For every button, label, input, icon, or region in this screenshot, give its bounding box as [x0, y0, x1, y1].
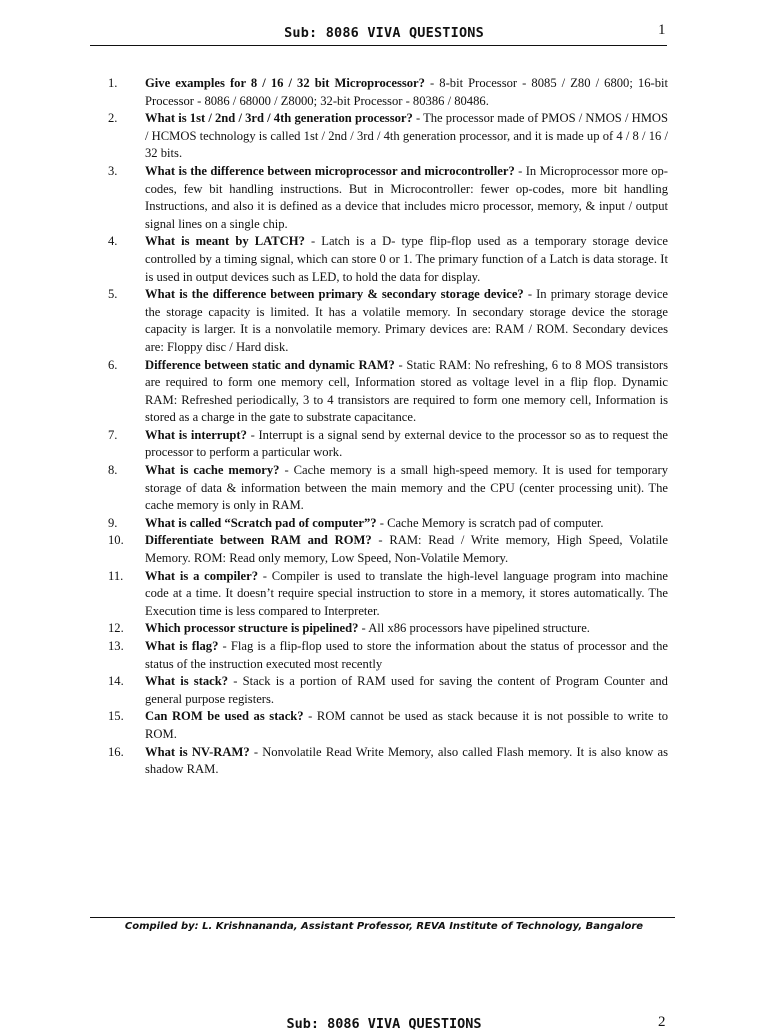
question-item: [108, 673, 668, 708]
question-body: [145, 745, 668, 777]
question-number: 13.: [108, 639, 124, 653]
question-text: Can ROM be used as stack?: [145, 709, 304, 724]
answer-text: - 8-bit Processor - 8085 / Z80 / 6800; 16-bit Processor - 8086 / 68000 / Z8000; 32-bit Processor - 80386 / 80486.: [145, 76, 668, 108]
question-item: [108, 427, 668, 462]
question-text: What is cache memory?: [145, 463, 280, 478]
question-number: 2.: [108, 111, 118, 126]
question-text: What is meant by LATCH?: [145, 234, 305, 249]
question-text: What is flag?: [145, 639, 219, 653]
question-number: 15.: [108, 709, 124, 724]
question-item: [108, 532, 668, 567]
question-text: What is NV-RAM?: [145, 744, 250, 759]
question-number: 1.: [108, 76, 118, 90]
question-body: [145, 621, 590, 635]
question-text: What is a compiler?: [145, 568, 259, 583]
question-body: [145, 358, 668, 425]
answer-text: - Compiler is used to translate the high-level language program into machine code at a time. It doesn’t require special instruction to store in a memory, it stores automatically. The Execution time is less compared to Interpreter.: [145, 568, 668, 618]
question-body: [145, 709, 668, 741]
question-item: [108, 286, 668, 356]
answer-text: - Latch is a D- type flip-flop used as a temporary storage device controlled by a timing signal, which can store 0 or 1. The primary function of a Latch is data storage. It is used in output devices such as LED, to hold the data for display.: [145, 234, 668, 284]
footer-credit: Compiled by: L. Krishnananda, Assistant Professor, REVA Institute of Technology, Bangalore: [124, 921, 644, 932]
question-item: [108, 568, 668, 621]
question-text: Difference between static and dynamic RAM?: [145, 357, 395, 372]
answer-text: - Cache memory is a small high-speed memory. It is used for temporary storage of data & information between the main memory and the CPU (center processing unit). The cache memory is only in RAM.: [145, 463, 668, 513]
question-text: What is interrupt?: [145, 427, 247, 442]
question-number: 8.: [108, 463, 118, 478]
question-body: [145, 76, 668, 108]
answer-text: - ROM cannot be used as stack because it is not possible to write to ROM.: [145, 709, 668, 741]
question-item: [108, 638, 668, 673]
question-body: [145, 516, 604, 530]
question-body: [145, 533, 668, 565]
question-body: [145, 428, 668, 460]
question-item: [108, 744, 668, 779]
question-number: 5.: [108, 287, 118, 302]
question-item: [108, 462, 668, 515]
answer-text: - Flag is a flip-flop used to store the information about the status of processor and the status of the instruction executed most recently: [145, 639, 669, 671]
question-item: [108, 233, 668, 286]
question-item: [108, 515, 668, 533]
question-text: Which processor structure is pipelined?: [145, 621, 359, 636]
question-text: What is stack?: [145, 674, 229, 689]
question-item: [108, 620, 668, 638]
question-body: [145, 287, 668, 354]
answer-text: - The processor made of PMOS / NMOS / HMOS / HCMOS technology is called 1st / 2nd / 3rd / 4th generation processor, and it is made up of 4 / 8 / 16 / 32 bits.: [145, 111, 668, 161]
question-body: [145, 674, 668, 706]
question-item: [108, 110, 668, 163]
question-text: What is 1st / 2nd / 3rd / 4th generation processor?: [145, 111, 413, 126]
page-header-title: Sub: 8086 VIVA QUESTIONS: [284, 25, 484, 41]
next-page-header-title: Sub: 8086 VIVA QUESTIONS: [286, 1016, 482, 1032]
question-body: [145, 111, 668, 160]
header-divider: [90, 45, 667, 46]
question-number: 9.: [108, 515, 118, 530]
question-number: 3.: [108, 163, 118, 178]
footer-divider: [90, 917, 675, 918]
answer-text: - Stack is a portion of RAM used for saving the content of Program Counter and general purpose registers.: [145, 674, 668, 706]
question-number: 7.: [108, 427, 118, 442]
question-body: [145, 164, 668, 231]
question-text: Give examples for 8 / 16 / 32 bit Microprocessor?: [145, 76, 425, 90]
question-number: 10.: [108, 533, 124, 548]
answer-text: - Static RAM: No refreshing, 6 to 8 MOS transistors are required to form one memory cell, Information stored as voltage level in a flip flop. Dynamic RAM: Refreshed periodically, 3 to 4 transistors are required to form one memory cell, Information is stored as a charge in the gate to substrate capacitance.: [145, 357, 668, 425]
answer-text: - All x86 processors have pipelined structure.: [358, 621, 590, 636]
page-number: 1: [658, 22, 666, 38]
question-body: [145, 463, 668, 512]
next-page-number: 2: [658, 1014, 666, 1030]
question-item: [108, 357, 668, 427]
answer-text: - Cache Memory is scratch pad of computer.: [376, 515, 604, 530]
answer-text: - Interrupt is a signal send by external device to the processor so as to request the processor to perform a particular work.: [145, 427, 669, 460]
question-text: Differentiate between RAM and ROM?: [145, 533, 372, 548]
question-body: [145, 639, 668, 671]
answer-text: - Nonvolatile Read Write Memory, also called Flash memory. It is also know as shadow RAM.: [145, 744, 668, 777]
answer-text: - In primary storage device the storage capacity is limited. It has a volatile memory. In secondary storage device the storage capacity is larger. It is a nonvolatile memory. Primary devices are: RAM / ROM. Secondary devices are: Floppy disc / Hard disk.: [145, 287, 668, 354]
question-number: 16.: [108, 744, 124, 759]
question-number: 14.: [108, 674, 124, 689]
question-number: 6.: [108, 357, 118, 372]
question-body: [145, 234, 668, 283]
answer-text: - In Microprocessor more op-codes, few bit handling instructions. But in Microcontroller: fewer op-codes, more bit handling Instructions, and also it is defined as a device that includes micro processor, memory, & input / output signal lines on a single chip.: [145, 163, 668, 231]
question-number: 11.: [108, 568, 124, 583]
question-list: [108, 75, 668, 779]
question-body: [145, 569, 668, 618]
question-text: What is called “Scratch pad of computer”?: [145, 515, 377, 530]
answer-text: - RAM: Read / Write memory, High Speed, Volatile Memory. ROM: Read only memory, Low Speed, Non-Volatile Memory.: [145, 533, 668, 566]
question-number: 4.: [108, 234, 118, 249]
question-text: What is the difference between microprocessor and microcontroller?: [145, 163, 515, 178]
question-text: What is the difference between primary & secondary storage device?: [145, 287, 524, 302]
question-item: [108, 75, 668, 110]
question-item: [108, 708, 668, 743]
question-number: 12.: [108, 621, 124, 636]
question-item: [108, 163, 668, 233]
